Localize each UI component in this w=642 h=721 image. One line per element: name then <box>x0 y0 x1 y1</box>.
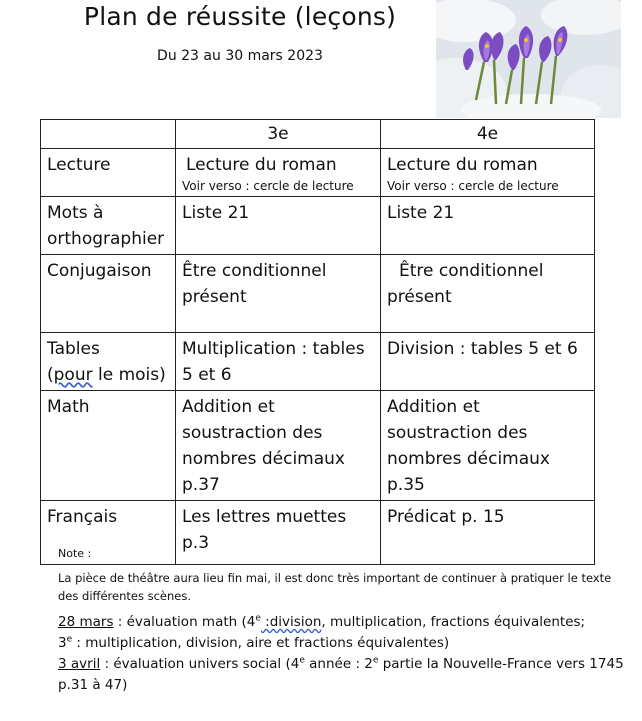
grade3-cell: Les lettres muettes p.3 <box>176 501 381 565</box>
subject-sub-open: ( <box>47 365 54 385</box>
grade3-cell <box>176 149 381 197</box>
eval-text: : évaluation math (4 <box>113 614 256 630</box>
grade3-note: Voir verso : cercle de lecture <box>182 179 354 193</box>
eval-sup: e <box>255 613 261 624</box>
eval-sup: e <box>66 634 73 645</box>
date-range: Du 23 au 30 mars 2023 <box>157 48 323 64</box>
eval-sup: e <box>299 655 305 666</box>
eval-text: année : 2 <box>304 656 373 672</box>
subject-cell: Mots à orthographier <box>41 197 176 255</box>
eval-text: : évaluation univers social (4 <box>100 656 300 672</box>
eval-text-underlined: :division <box>260 614 322 630</box>
grade4-cell: Être conditionnel présent <box>381 255 595 333</box>
grade4-text: Lecture du roman <box>387 155 538 175</box>
evaluation-math <box>58 612 628 696</box>
eval-text: : multiplication, division, aire et fractions équivalentes) <box>72 635 450 651</box>
table-row <box>41 391 595 501</box>
subject-cell <box>41 333 176 391</box>
grade4-cell: Prédicat p. 15 <box>381 501 595 565</box>
table-header-row <box>41 120 595 149</box>
page-title: Plan de réussite (leçons) <box>83 2 397 31</box>
header-cell-empty <box>41 120 176 149</box>
grade3-cell: Addition et soustraction des nombres décimaux p.37 <box>176 391 381 501</box>
table-row <box>41 255 595 333</box>
subject-sub-word: pour <box>53 365 93 385</box>
lesson-plan-table <box>40 119 595 565</box>
grade3-cell: Liste 21 <box>176 197 381 255</box>
note-text: La pièce de théâtre aura lieu fin mai, il est donc très important de continuer à pratiquer le texte des différentes scènes. <box>58 571 612 603</box>
eval-sup: e <box>372 655 379 666</box>
eval-text: partie la Nouvelle-France vers 1745 p.31 à 47) <box>58 656 624 693</box>
grade4-note: Voir verso : cercle de lecture <box>387 179 559 193</box>
subject-cell: Conjugaison <box>41 255 176 333</box>
eval-text: 3 <box>58 635 67 651</box>
subject-cell: Math <box>41 391 176 501</box>
grade4-cell: Division : tables 5 et 6 <box>381 333 595 391</box>
grade4-cell: Addition et soustraction des nombres décimaux p.35 <box>381 391 595 501</box>
header-cell-3e: 3e <box>176 120 381 149</box>
eval-text: , multiplication, fractions équivalentes; <box>321 614 586 630</box>
grade4-cell <box>381 149 595 197</box>
table-row <box>41 333 595 391</box>
eval-date: 28 mars <box>58 614 114 630</box>
subject-cell: Lecture <box>41 149 176 197</box>
subject-label: Tables <box>47 339 100 359</box>
notes-section <box>58 547 628 696</box>
grade3-cell: Être conditionnel présent <box>176 255 381 333</box>
eval-date: 3 avril <box>58 656 101 672</box>
table-row <box>41 197 595 255</box>
crocus-photo-icon <box>436 0 621 118</box>
table-row <box>41 149 595 197</box>
grade4-cell: Liste 21 <box>381 197 595 255</box>
header-cell-4e: 4e <box>381 120 595 149</box>
subject-cell: Français <box>41 501 176 565</box>
grade3-text: Lecture du roman <box>186 155 337 175</box>
grade3-cell: Multiplication : tables 5 et 6 <box>176 333 381 391</box>
subject-sub-rest: le mois) <box>92 365 166 385</box>
note-label: Note : <box>58 547 92 560</box>
